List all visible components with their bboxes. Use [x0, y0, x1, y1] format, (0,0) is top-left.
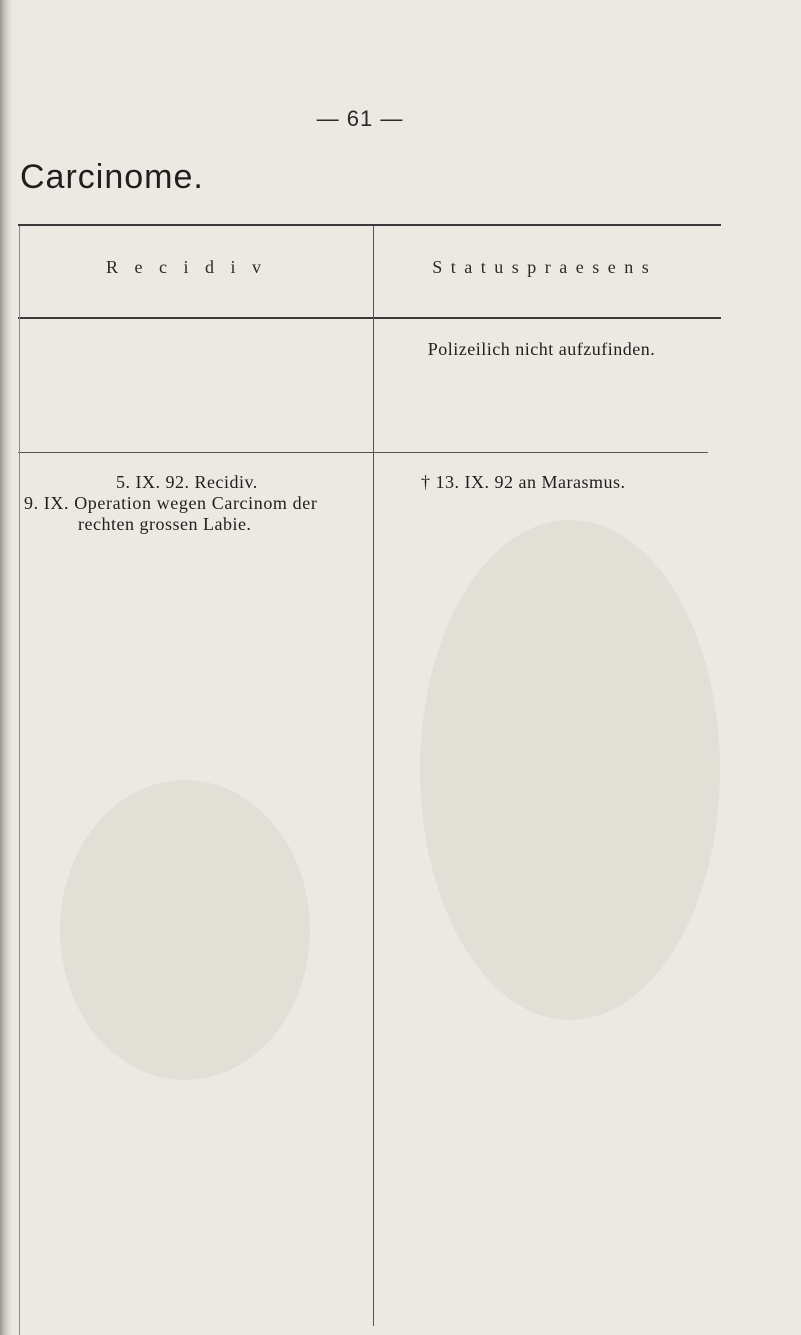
paper-stain [420, 520, 720, 1020]
page-binding-edge [0, 0, 12, 1335]
table-row-1-status: Polizeilich nicht aufzufinden. [427, 339, 656, 359]
table-header-rule [18, 317, 721, 319]
column-header-recidiv: R e c i d i v [106, 257, 267, 277]
page-number: — 61 — [316, 106, 404, 131]
table-left-border [19, 226, 20, 1335]
table-row-2-recidiv-line-3: rechten grossen Labie. [78, 514, 252, 534]
table-row-rule [18, 452, 708, 453]
table-column-divider [373, 226, 374, 1326]
table-row-2-status: † 13. IX. 92 an Marasmus. [421, 472, 626, 492]
table-row-2-recidiv-line-1: 5. IX. 92. Recidiv. [116, 472, 258, 492]
section-title: Carcinome. [20, 158, 204, 196]
table-row-2-recidiv-line-2: 9. IX. Operation wegen Carcinom der [24, 493, 318, 513]
paper-stain [60, 780, 310, 1080]
column-header-status-praesens: S t a t u s p r a e s e n s [432, 257, 651, 277]
table-top-rule [18, 224, 721, 226]
